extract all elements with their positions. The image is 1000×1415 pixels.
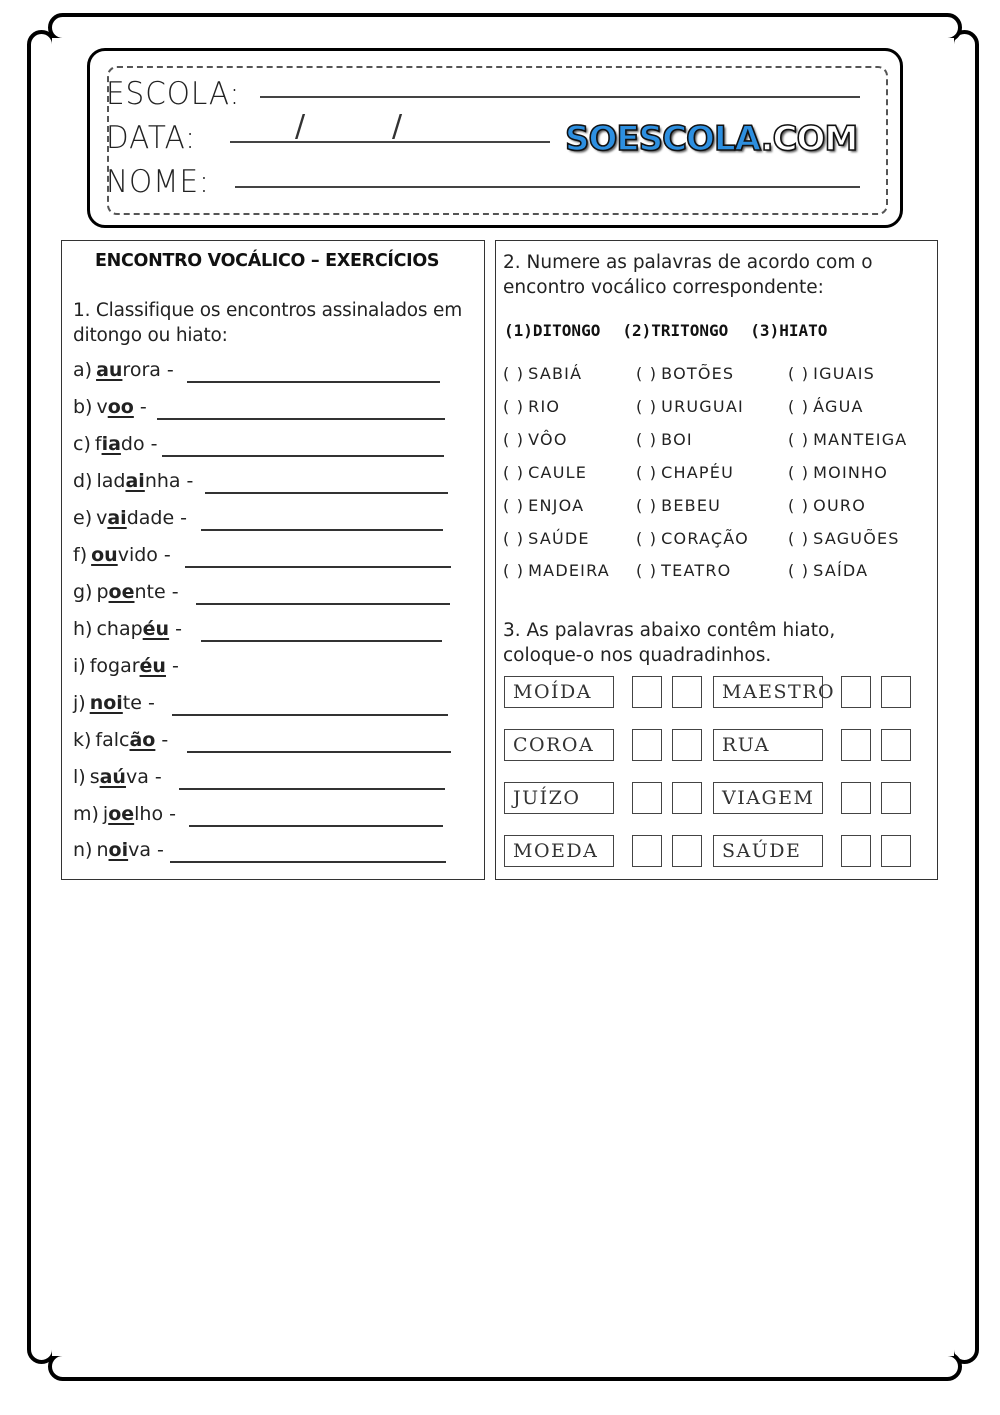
hiato-answer-square[interactable] bbox=[632, 676, 662, 708]
name-field[interactable] bbox=[235, 186, 860, 188]
answer-line[interactable] bbox=[187, 751, 451, 753]
date-separator-2: / bbox=[392, 109, 403, 144]
exercise-2-instruction-line-2: encontro vocálico correspondente: bbox=[503, 277, 824, 298]
item-highlighted-encounter: ia bbox=[101, 433, 121, 455]
hiato-answer-square[interactable] bbox=[841, 676, 871, 708]
answer-parentheses[interactable]: ( ) bbox=[788, 397, 810, 416]
numbering-item[interactable] bbox=[788, 463, 888, 482]
answer-parentheses[interactable]: ( ) bbox=[788, 463, 810, 482]
item-highlighted-encounter: éu bbox=[142, 618, 170, 640]
numbering-item[interactable] bbox=[788, 561, 868, 580]
item-dash: - bbox=[186, 470, 194, 492]
school-label: ESCOLA: bbox=[106, 76, 241, 112]
exercise-1-item bbox=[73, 803, 182, 825]
hiato-answer-square[interactable] bbox=[881, 729, 911, 761]
numbering-word: IGUAIS bbox=[813, 364, 876, 383]
exercise-1-item bbox=[73, 544, 177, 566]
item-letter: h) bbox=[73, 618, 93, 640]
item-word-prefix: lad bbox=[96, 470, 126, 492]
numbering-word: URUGUAI bbox=[661, 397, 744, 416]
answer-line[interactable] bbox=[179, 788, 445, 790]
answer-line[interactable] bbox=[187, 381, 440, 383]
exercise-1-item bbox=[73, 470, 199, 492]
item-dash: - bbox=[156, 839, 164, 861]
item-highlighted-encounter: noi bbox=[89, 692, 123, 714]
answer-parentheses[interactable]: ( ) bbox=[503, 561, 525, 580]
item-word-prefix: s bbox=[89, 766, 100, 788]
item-dash: - bbox=[175, 618, 182, 640]
item-word-prefix: chap bbox=[96, 618, 143, 640]
hiato-word-box: SAÚDE bbox=[713, 835, 823, 867]
exercise-1-item bbox=[73, 359, 180, 381]
item-dash: - bbox=[180, 507, 188, 529]
item-highlighted-encounter: oe bbox=[108, 581, 135, 603]
hiato-answer-square[interactable] bbox=[841, 729, 871, 761]
numbering-item[interactable] bbox=[503, 430, 568, 449]
answer-line[interactable] bbox=[201, 640, 442, 642]
exercise-1-item bbox=[73, 396, 153, 418]
item-letter: j) bbox=[73, 692, 86, 714]
numbering-item[interactable] bbox=[503, 463, 587, 482]
hiato-answer-square[interactable] bbox=[632, 835, 662, 867]
answer-line[interactable] bbox=[205, 492, 448, 494]
numbering-item[interactable] bbox=[636, 463, 734, 482]
answer-line[interactable] bbox=[162, 455, 444, 457]
answer-parentheses[interactable]: ( ) bbox=[788, 430, 810, 449]
numbering-word: SAÚDE bbox=[528, 529, 590, 548]
item-word-prefix: n bbox=[96, 839, 109, 861]
numbering-item[interactable] bbox=[636, 364, 734, 383]
exercise-1-panel bbox=[61, 240, 485, 880]
item-word-suffix: dade bbox=[126, 507, 175, 529]
item-dash: - bbox=[150, 433, 158, 455]
item-letter: d) bbox=[73, 470, 93, 492]
date-field[interactable] bbox=[230, 141, 550, 143]
hiato-word-box: VIAGEM bbox=[713, 782, 823, 814]
exercise-1-item bbox=[73, 692, 161, 714]
item-word-prefix: fogar bbox=[89, 655, 140, 677]
item-word-prefix: p bbox=[96, 581, 109, 603]
item-word-prefix: v bbox=[96, 507, 108, 529]
page-frame-bottom bbox=[48, 1352, 962, 1381]
numbering-word: CHAPÉU bbox=[661, 463, 734, 482]
numbering-word: SABIÁ bbox=[528, 364, 583, 383]
date-label: DATA: bbox=[106, 120, 197, 156]
numbering-word: BOTÕES bbox=[661, 364, 735, 383]
answer-parentheses[interactable]: ( ) bbox=[788, 364, 810, 383]
item-letter: m) bbox=[73, 803, 99, 825]
hiato-answer-square[interactable] bbox=[881, 676, 911, 708]
logo-suffix-text: .COM bbox=[760, 119, 858, 159]
item-letter: g) bbox=[73, 581, 93, 603]
hiato-word-box: MOÍDA bbox=[504, 676, 614, 708]
exercise-3-instruction-line-1: 3. As palavras abaixo contêm hiato, bbox=[503, 620, 836, 641]
item-letter: k) bbox=[73, 729, 92, 751]
numbering-word: TEATRO bbox=[661, 561, 732, 580]
answer-line[interactable] bbox=[189, 825, 443, 827]
exercise-1-item bbox=[73, 618, 188, 640]
numbering-item[interactable] bbox=[503, 364, 582, 383]
worksheet-title: ENCONTRO VOCÁLICO – EXERCÍCIOS bbox=[95, 251, 440, 271]
answer-parentheses[interactable]: ( ) bbox=[503, 364, 525, 383]
hiato-word-box: JUÍZO bbox=[504, 782, 614, 814]
answer-line[interactable] bbox=[157, 418, 445, 420]
hiato-answer-square[interactable] bbox=[841, 782, 871, 814]
numbering-word: MANTEIGA bbox=[813, 430, 908, 449]
numbering-item[interactable] bbox=[788, 430, 907, 449]
numbering-item[interactable] bbox=[636, 397, 744, 416]
item-dash: - bbox=[154, 766, 162, 788]
item-highlighted-encounter: oi bbox=[108, 839, 129, 861]
answer-parentheses[interactable]: ( ) bbox=[636, 397, 658, 416]
numbering-word: BOI bbox=[661, 430, 693, 449]
logo-main-text: SOESCOLA bbox=[565, 119, 761, 159]
item-highlighted-encounter: ai bbox=[107, 507, 127, 529]
hiato-answer-square[interactable] bbox=[672, 729, 702, 761]
item-word-suffix: lho bbox=[134, 803, 164, 825]
numbering-word: MOINHO bbox=[813, 463, 889, 482]
hiato-answer-square[interactable] bbox=[881, 835, 911, 867]
item-word-prefix: f bbox=[94, 433, 102, 455]
hiato-word-box: RUA bbox=[713, 729, 823, 761]
item-dash: - bbox=[139, 396, 147, 418]
item-dash: - bbox=[171, 581, 179, 603]
item-dash: - bbox=[166, 359, 174, 381]
item-word-suffix: do bbox=[120, 433, 145, 455]
exercise-2-instruction-line-1: 2. Numere as palavras de acordo com o bbox=[503, 252, 873, 273]
item-dash: - bbox=[147, 692, 155, 714]
school-field[interactable] bbox=[260, 96, 860, 98]
numbering-item[interactable] bbox=[503, 397, 560, 416]
item-highlighted-encounter: oe bbox=[108, 803, 135, 825]
numbering-word: CORAÇÃO bbox=[661, 529, 749, 548]
answer-parentheses[interactable]: ( ) bbox=[503, 529, 525, 548]
hiato-answer-square[interactable] bbox=[841, 835, 871, 867]
hiato-word-box: MAESTRO bbox=[713, 676, 823, 708]
hiato-word-box: MOEDA bbox=[504, 835, 614, 867]
name-label: NOME: bbox=[106, 164, 210, 200]
exercise-2-3-panel bbox=[495, 240, 938, 880]
answer-line[interactable] bbox=[196, 603, 450, 605]
numbering-word: ÁGUA bbox=[813, 397, 864, 416]
numbering-item[interactable] bbox=[788, 364, 875, 383]
numbering-item[interactable] bbox=[503, 496, 584, 515]
item-word-prefix: v bbox=[96, 396, 108, 418]
encounter-legend bbox=[504, 321, 849, 340]
hiato-answer-square[interactable] bbox=[672, 782, 702, 814]
answer-parentheses[interactable]: ( ) bbox=[503, 397, 525, 416]
numbering-word: BEBEU bbox=[661, 496, 722, 515]
item-word-suffix: rora bbox=[122, 359, 161, 381]
numbering-item[interactable] bbox=[636, 561, 731, 580]
answer-parentheses[interactable]: ( ) bbox=[636, 561, 658, 580]
item-highlighted-encounter: oo bbox=[107, 396, 134, 418]
item-letter: c) bbox=[73, 433, 91, 455]
item-highlighted-encounter: éu bbox=[139, 655, 166, 677]
item-word-prefix: falc bbox=[95, 729, 130, 751]
numbering-word: OURO bbox=[813, 496, 866, 515]
item-highlighted-encounter: aú bbox=[99, 766, 126, 788]
item-letter: i) bbox=[73, 655, 86, 677]
exercise-1-item bbox=[73, 433, 163, 455]
soescola-logo bbox=[565, 119, 857, 159]
exercise-1-item bbox=[73, 655, 185, 677]
page-frame-right bbox=[950, 30, 979, 1364]
item-highlighted-encounter: ão bbox=[129, 729, 156, 751]
numbering-word: RIO bbox=[528, 397, 561, 416]
item-dash: - bbox=[161, 729, 169, 751]
numbering-word: SAÍDA bbox=[813, 561, 869, 580]
answer-line[interactable] bbox=[170, 861, 446, 863]
answer-parentheses[interactable]: ( ) bbox=[636, 430, 658, 449]
exercise-1-item bbox=[73, 729, 174, 751]
answer-parentheses[interactable]: ( ) bbox=[636, 463, 658, 482]
item-highlighted-encounter: au bbox=[96, 359, 123, 381]
item-letter: b) bbox=[73, 396, 93, 418]
item-letter: n) bbox=[73, 839, 93, 861]
numbering-item[interactable] bbox=[636, 529, 749, 548]
item-letter: e) bbox=[73, 507, 93, 529]
answer-parentheses[interactable]: ( ) bbox=[503, 430, 525, 449]
hiato-word-box: COROA bbox=[504, 729, 614, 761]
exercise-1-item bbox=[73, 581, 185, 603]
numbering-word: ENJOA bbox=[528, 496, 585, 515]
answer-parentheses[interactable]: ( ) bbox=[636, 496, 658, 515]
numbering-item[interactable] bbox=[788, 496, 866, 515]
item-dash: - bbox=[171, 655, 179, 677]
numbering-item[interactable] bbox=[503, 529, 590, 548]
numbering-item[interactable] bbox=[788, 529, 900, 548]
item-word-prefix: j bbox=[102, 803, 109, 825]
hiato-answer-square[interactable] bbox=[672, 676, 702, 708]
hiato-answer-square[interactable] bbox=[632, 729, 662, 761]
exercise-1-instruction: 1. Classifique os encontros assinalados em ditongo ou hiato: bbox=[73, 300, 463, 346]
numbering-word: MADEIRA bbox=[528, 561, 610, 580]
exercise-1-item bbox=[73, 839, 170, 861]
answer-parentheses[interactable]: ( ) bbox=[788, 496, 810, 515]
legend-ditongo: (1)DITONGO bbox=[504, 321, 601, 340]
item-word-suffix: te bbox=[122, 692, 142, 714]
numbering-item[interactable] bbox=[636, 496, 721, 515]
answer-line[interactable] bbox=[185, 566, 451, 568]
answer-line[interactable] bbox=[201, 529, 443, 531]
exercise-1-item bbox=[73, 507, 193, 529]
numbering-item[interactable] bbox=[503, 561, 610, 580]
hiato-answer-square[interactable] bbox=[672, 835, 702, 867]
header-card bbox=[87, 48, 903, 228]
numbering-item[interactable] bbox=[636, 430, 693, 449]
item-dash: - bbox=[169, 803, 176, 825]
hiato-answer-square[interactable] bbox=[881, 782, 911, 814]
date-separator-1: / bbox=[295, 109, 306, 144]
answer-parentheses[interactable]: ( ) bbox=[503, 463, 525, 482]
item-highlighted-encounter: ai bbox=[125, 470, 145, 492]
item-word-suffix: nha bbox=[144, 470, 181, 492]
answer-line[interactable] bbox=[172, 714, 448, 716]
item-letter: l) bbox=[73, 766, 86, 788]
answer-parentheses[interactable]: ( ) bbox=[788, 529, 810, 548]
numbering-word: VÔO bbox=[528, 430, 568, 449]
item-letter: f) bbox=[73, 544, 88, 566]
numbering-word: SAGUÕES bbox=[813, 529, 900, 548]
exercise-1-item bbox=[73, 766, 168, 788]
numbering-word: CAULE bbox=[528, 463, 588, 482]
item-highlighted-encounter: ou bbox=[91, 544, 118, 566]
legend-tritongo: (2)TRITONGO bbox=[622, 321, 729, 340]
item-word-suffix: nte bbox=[134, 581, 166, 603]
answer-parentheses[interactable]: ( ) bbox=[788, 561, 810, 580]
numbering-item[interactable] bbox=[788, 397, 864, 416]
hiato-answer-square[interactable] bbox=[632, 782, 662, 814]
answer-parentheses[interactable]: ( ) bbox=[636, 364, 658, 383]
answer-parentheses[interactable]: ( ) bbox=[636, 529, 658, 548]
item-word-suffix: vido bbox=[117, 544, 158, 566]
legend-hiato: (3)HIATO bbox=[750, 321, 828, 340]
item-word-suffix: va bbox=[125, 766, 149, 788]
exercise-3-instruction-line-2: coloque-o nos quadradinhos. bbox=[503, 645, 772, 666]
item-word-suffix: va bbox=[128, 839, 151, 861]
answer-parentheses[interactable]: ( ) bbox=[503, 496, 525, 515]
item-dash: - bbox=[163, 544, 171, 566]
item-letter: a) bbox=[73, 359, 93, 381]
